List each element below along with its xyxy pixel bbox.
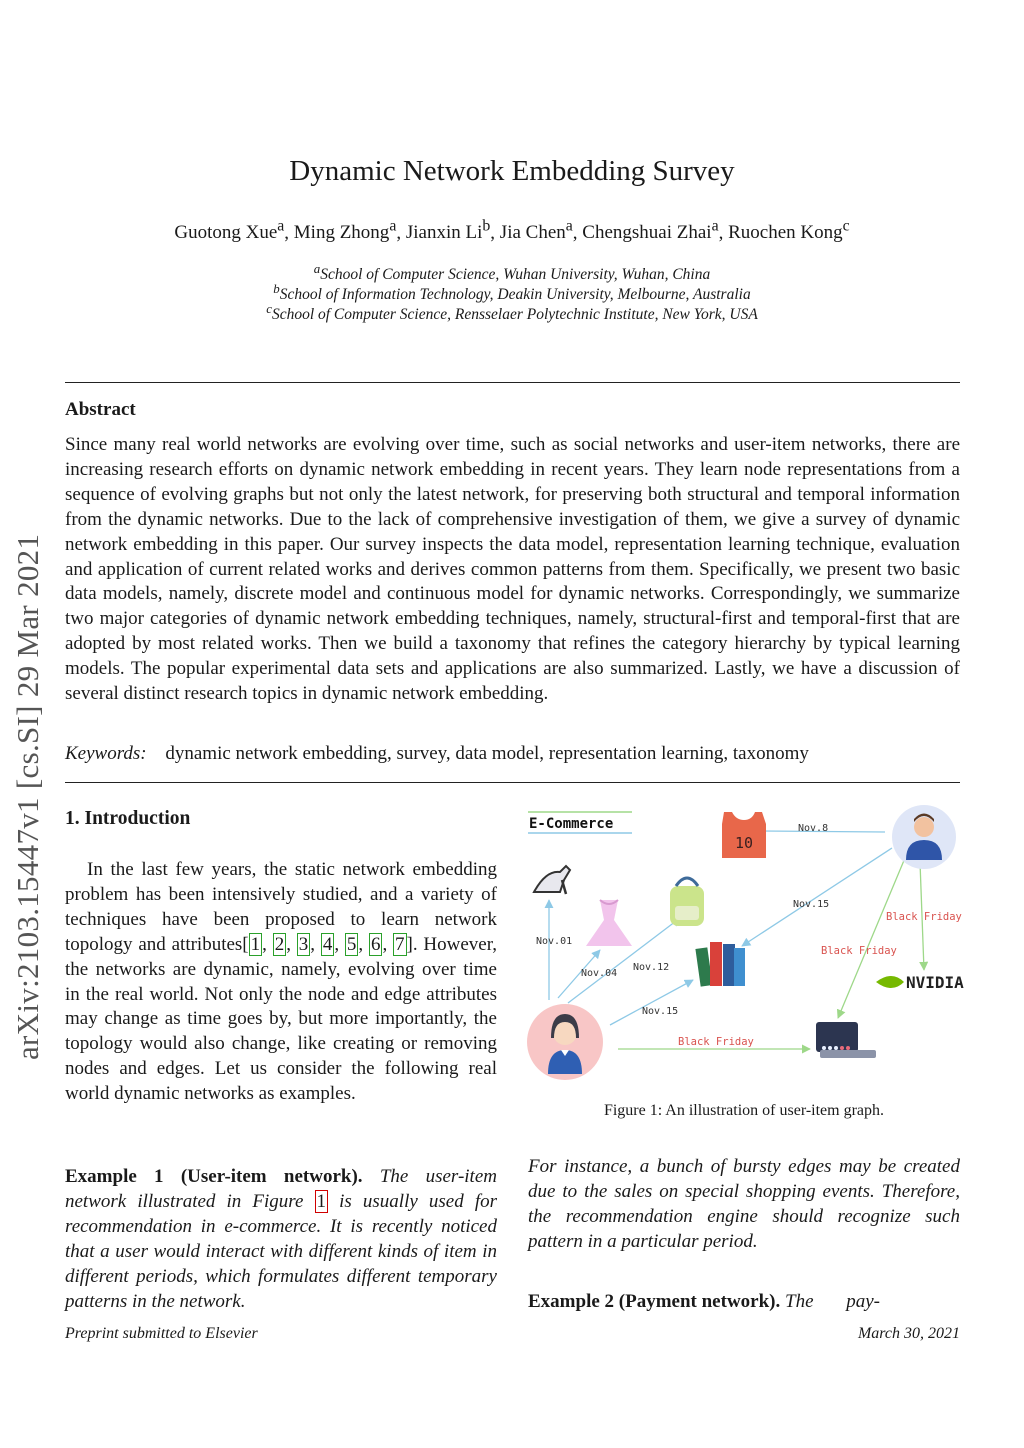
example-2: Example 2 (Payment network). The pay- (528, 1291, 881, 1312)
arxiv-id: arXiv:2103.15447v1 [cs.SI] 29 Mar 2021 (10, 533, 45, 1060)
edge-label: Nov.04 (581, 968, 618, 979)
keywords-list: dynamic network embedding, survey, data model, representation learning, taxonomy (165, 743, 809, 764)
figure-header: E-Commerce (529, 816, 614, 832)
intro-paragraph: In the last few years, the static network embedding problem has been intensively studied, and a variety of techniques have been proposed to learn network topology and attributes[ 1 , 2 , 3 , 4 , 5 , 6 , 7 ]. However, the networks are dynamic, namely, evolving over time in the real world. Not only the node and edge attributes may change as time goes by, but more importantly, the topology would also change, like creating or removing nodes and edges. Let us consider the following real world dynamic networks as examples. (65, 859, 498, 1105)
example-1-label: Example 1 (User-item network). (65, 1166, 363, 1187)
citation-link[interactable]: 2 (274, 933, 285, 955)
backpack-icon (670, 878, 704, 926)
keywords (65, 743, 960, 765)
edge-label: Black Friday (821, 945, 897, 957)
example-2-label: Example 2 (Payment network). (528, 1291, 781, 1312)
user-avatar-icon (892, 805, 956, 869)
dress-icon (586, 900, 632, 946)
edge-blackfriday-laptop (838, 858, 905, 1018)
jersey-icon (722, 812, 766, 858)
top-rule (65, 382, 960, 383)
author: Guotong Xue$^a$ (174, 218, 285, 244)
edge-nov15-top (742, 848, 892, 946)
bottom-rule (65, 782, 960, 783)
author: Ming Zhong$^a$ (293, 218, 397, 244)
author-list: Guotong Xue$^a$, Ming Zhong$^a$, Jianxin Li$^b$, Jia Chen$^a$, Chengshuai Zhai$^a$, Ruochen Kong$^c$ (174, 218, 850, 244)
section-heading: 1. Introduction (65, 808, 191, 829)
edge-label: Nov.15 (793, 899, 830, 910)
keywords-label: Keywords: (65, 743, 147, 764)
user-avatar-icon (527, 1004, 603, 1080)
svg-text:NVIDIA: NVIDIA (906, 973, 964, 992)
paper-title: Dynamic Network Embedding Survey (289, 155, 735, 187)
figure-caption: Figure 1: An illustration of user-item graph. (603, 1102, 885, 1119)
author: Jia Chen$^a$ (499, 218, 573, 244)
laptop-icon (816, 1022, 876, 1058)
edge-label: Nov.8 (798, 823, 829, 834)
edge-nov15-low (610, 980, 693, 1025)
citation-link[interactable]: 7 (395, 933, 405, 955)
citation-link[interactable]: 3 (298, 933, 309, 955)
author: Chengshuai Zhai$^a$ (582, 218, 719, 244)
edge-label: Black Friday (886, 911, 962, 923)
author: Ruochen Kong$^c$ (728, 218, 850, 244)
citation-link[interactable]: 6 (370, 933, 381, 955)
footer-preprint: Preprint submitted to Elsevier (65, 1325, 258, 1342)
affiliation-b: $^b$School of Information Technology, Deakin University, Melbourne, Australia (273, 281, 751, 304)
edge-label: Black Friday (678, 1036, 754, 1048)
edge-nov12 (568, 918, 680, 1003)
figure-user-item-graph (520, 800, 980, 1095)
citation-link[interactable]: 1 (250, 933, 261, 955)
citation-link[interactable]: 4 (322, 933, 333, 955)
affiliation-c: $^c$School of Computer Science, Rensselaer Polytechnic Institute, New York, USA (266, 301, 758, 324)
edge-label: Nov.15 (642, 1006, 679, 1017)
edge-label: Nov.12 (633, 962, 670, 973)
affiliation-a: $^a$School of Computer Science, Wuhan University, Wuhan, China (313, 261, 711, 284)
abstract-text: Since many real world networks are evolving over time, such as social networks and user-item networks, there are increasing research efforts on dynamic network embedding in recent years. They learn node representations from a sequence of evolving graphs but not only the latest network, for preserving both structural and temporal information from the dynamic networks. Due to the lack of comprehensive investigation of them, we give a survey of dynamic network embedding in this paper. Our survey inspects the data model, representation learning technique, evaluation and application of current related works and derives common patterns from them. Specifically, we present two basic data models, namely, discrete model and continuous model for dynamic networks. Correspondingly, we summarize two major categories of dynamic network embedding techniques, namely, structural-first and temporal-first that are adopted by most related works. Then we build a taxonomy that refines the category hierarchy by typical learning models. The popular experimental data sets and applications are also summarized. Lastly, we have a discussion of several distinct research topics in dynamic network embedding. (65, 434, 960, 705)
abstract-heading: Abstract (65, 399, 136, 420)
example-1: Example 1 (User-item network). The user-item network illustrated in Figure 1 is usually used for recommendation in e-commerce. It is recently noticed that a user would interact with different kinds of item in different periods, which formulates different temporary patterns in the network. (65, 1166, 498, 1312)
books-icon (695, 942, 745, 987)
jersey-number: 10 (734, 834, 754, 852)
citation-link[interactable]: 5 (346, 933, 357, 955)
high-heel-icon (534, 866, 570, 894)
right-paragraph: For instance, a bunch of bursty edges may be created due to the sales on special shopping events. Therefore, the recommendation engine should recognize such pattern in a particular period. (528, 1156, 960, 1252)
figure-link[interactable]: 1 (316, 1190, 327, 1212)
author: Jianxin Li$^b$ (405, 218, 491, 244)
footer-date: March 30, 2021 (857, 1325, 960, 1342)
nvidia-logo (876, 973, 964, 992)
edge-label: Nov.01 (536, 936, 573, 947)
